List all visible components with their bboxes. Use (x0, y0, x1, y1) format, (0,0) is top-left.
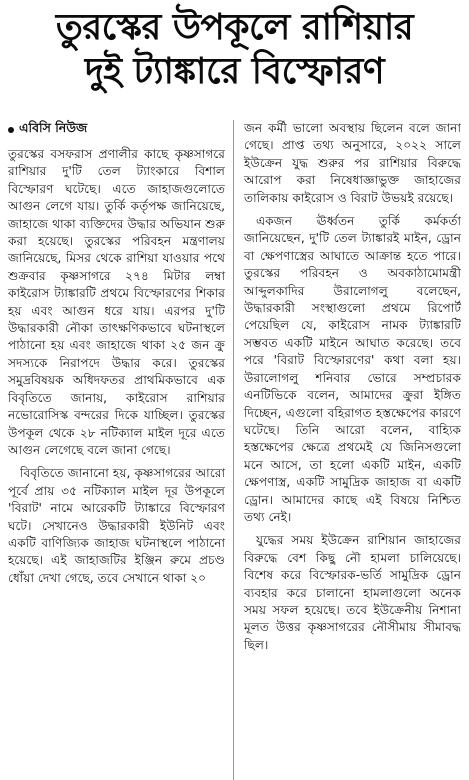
byline (8, 120, 225, 140)
headline (8, 6, 461, 94)
headline-line-2: দুই ট্যাঙ্কারে বিস্ফোরণ (84, 51, 385, 92)
byline-source: এবিসি নিউজ (19, 120, 88, 135)
column-right (244, 120, 461, 780)
paragraph: জন কর্মী ভালো অবস্থায় ছিলেন বলে জানা গেছে। প্রাপ্ত তথ্য অনুসারে, ২০২২ সালে ইউক্রেন যুদ্ধ শুরুর পর রাশিয়ার বিরুদ্ধে আরোপ করা নিষেধাজ্ঞাভুক্ত জাহাজের তালিকায় কাইরোস ও বিরাট উভয়ই রয়েছে। (244, 121, 461, 205)
paragraph: যুদ্ধের সময় ইউক্রেন রাশিয়ান জাহাজের বিরুদ্ধে বেশ কিছু নৌ হামলা চালিয়েছে। বিশেষ করে বিস্ফোরক-ভর্তি সামুদ্রিক ড্রোন ব্যবহার করে চালানো হামলাগুলো অনেক সময় সফল হয়েছে। তবে ইউক্রেনীয় নিশানা মূলত উত্তর কৃষ্ণসাগরের নৌসীমায় সীমাবদ্ধ ছিল। (244, 533, 461, 652)
paragraph: বিবৃতিতে জানানো হয়, কৃষ্ণসাগরের আরো পূর্বে প্রায় ৩৫ নটিক্যাল মাইল দূর উপকূলে 'বিরাট' নামে আরেকটি ট্যাঙ্কারে বিস্ফোরণ ঘটে। সেখানেও উদ্ধারকারী ইউনিট এবং একটি বাণিজ্যিক জাহাজ ঘটনাস্থলে পাঠানো হয়েছে। এই জাহাজটির ইঞ্জিন রুমে প্রচণ্ড ধোঁয়া দেখা গেছে, তবে সেখানে থাকা ২০ (8, 466, 225, 585)
headline-line-1: তুরস্কের উপকূলে রাশিয়ার (55, 7, 414, 48)
paragraph: একজন ঊর্ধ্বতন তুর্কি কর্মকর্তা জানিয়েছেন, দু'টি তেল ট্যাঙ্কারই মাইন, ড্রোন বা ক্ষেপণাস্ত্রের আঘাতে আক্রান্ত হতে পারে। তুরস্কের পরিবহন ও অবকাঠামোমন্ত্রী আব্দুলকাদির উরালোগলু বলেছেন, উদ্ধারকারী সংস্থাগুলো প্রথমে রিপোর্ট পেয়েছিল যে, কাইরোস নামক ট্যাঙ্কারটি সম্ভবত একটি মাইনে আঘাত করেছে। তবে পরে 'বিরাট বিস্ফোরণের' কথা বলা হয়। উরালোগলু শনিবার ভোরে সম্প্রচারক এনটিভিকে বলেন, আমাদের ক্রুরা ইঙ্গিত দিচ্ছেন, এগুলো বহিরাগত হস্তক্ষেপের কারণে ঘটেছে। তিনি আরো বলেন, বাহ্যিক হস্তক্ষেপের ক্ষেত্রে প্রথমেই যে জিনিসগুলো মনে আসে, তা হলো একটি মাইন, একটি ক্ষেপণাস্ত্র, একটি সামুদ্রিক জাহাজ বা একটি ড্রোন। আমাদের কাছে এই বিষয়ে নিশ্চিত তথ্য নেই। (244, 214, 461, 524)
bullet-icon (8, 127, 14, 133)
paragraph: তুরস্কের বসফরাস প্রণালীর কাছে কৃষ্ণসাগরে রাশিয়ার দু'টি তেল ট্যাংকারে বিশাল বিস্ফোরণ ঘটেছে। এতে জাহাজগুলোতে আগুন লেগে যায়। তুর্কি কর্তৃপক্ষ জানিয়েছে, জাহাজে থাকা ব্যক্তিদের উদ্ধার অভিযান শুরু করা হয়েছে। তুরস্কের পরিবহন মন্ত্রণালয় জানিয়েছে, মিসর থেকে রাশিয়া যাওয়ার পথে শুক্রবার কৃষ্ণসাগরে ২৭৪ মিটার লম্বা কাইরোস ট্যাঙ্কারটি প্রথমে বিস্ফোরণের শিকার হয় এবং আগুন ধরে যায়। এরপর দু'টি উদ্ধারকারী নৌকা তাৎক্ষণিকভাবে ঘটনাস্থলে পাঠানো হয় এবং জাহাজে থাকা ২৫ জন ক্রু সদস্যকে নিরাপদে উদ্ধার করে। তুরস্কের সমুদ্রবিষয়ক অধিদফতর প্রাথমিকভাবে এক বিবৃতিতে জানায়, কাইরোস রাশিয়ার নভোরোসিস্ক বন্দরের দিকে যাচ্ছিল। তুরস্কের উপকূল থেকে ২৮ নটিক্যাল মাইল দূরে এতে আগুন লেগেছে বলে জানা গেছে। (8, 147, 225, 457)
article-columns (8, 120, 461, 780)
column-left (8, 120, 234, 780)
